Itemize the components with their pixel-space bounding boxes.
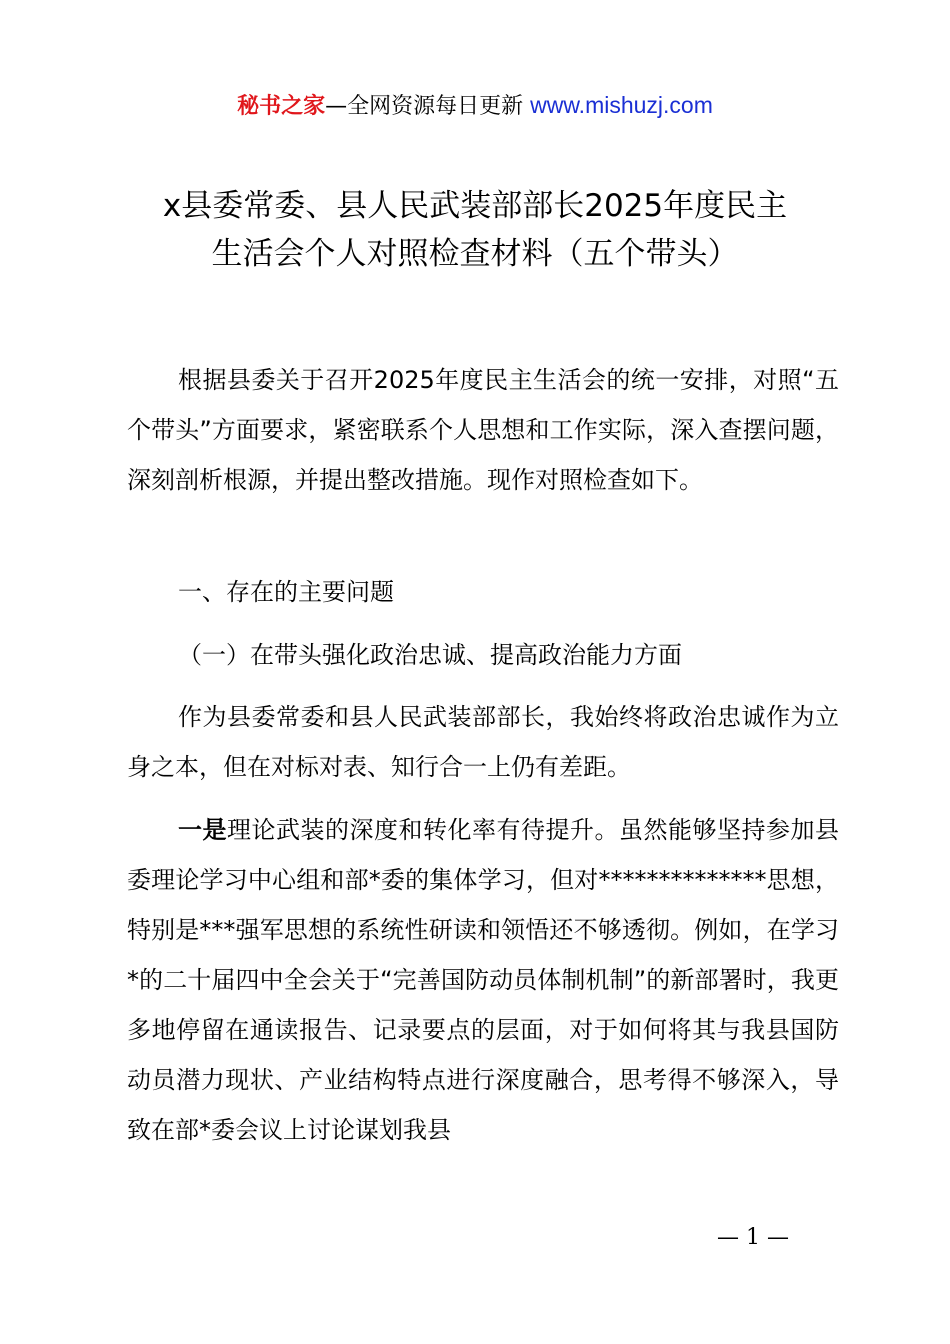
title-line-2: 生活会个人对照检查材料（五个带头） (211, 236, 739, 272)
site-banner (0, 88, 950, 124)
point-one-paragraph (127, 805, 839, 1155)
point-one-text: 理论武装的深度和转化率有待提升。虽然能够坚持参加县委理论学习中心组和部*委的集体学习，但对**************思想，特别是***强军思想的系统性研读和领悟还不够透彻。例如，在学习*的二十届四中全会关于“完善国防动员体制机制”的新部署时，我更多地停留在通读报告、记录要点的层面，对于如何将其与我县国防动员潜力现状、产业结构特点进行深度融合，思考得不够深入，导致在部*委会议上讨论谋划我县 (127, 816, 839, 1144)
brand-name: 秘书之家 (237, 94, 326, 119)
subsection-heading: （一）在带头强化政治忠诚、提高政治能力方面 (178, 641, 682, 669)
intro-paragraph: 根据县委关于召开2025年度民主生活会的统一安排，对照“五个带头”方面要求，紧密联系个人思想和工作实际，深入查摆问题，深刻剖析根源，并提出整改措施。现作对照检查如下。 (127, 366, 839, 494)
point-one-lead: 一是 (178, 816, 227, 844)
site-url-link[interactable]: www.mishuzj.com (530, 92, 713, 118)
banner-dash: — (325, 94, 348, 119)
subsection-intro-paragraph: 作为县委常委和县人民武装部部长，我始终将政治忠诚作为立身之本，但在对标对表、知行合一上仍有差距。 (127, 703, 839, 781)
page-number: — 1 — (717, 1225, 789, 1250)
document-title (110, 182, 840, 278)
title-line-1: x县委常委、县人民武装部部长2025年度民主 (162, 188, 788, 224)
banner-tagline: 全网资源每日更新 (347, 94, 531, 119)
section-heading: 一、存在的主要问题 (178, 578, 394, 606)
